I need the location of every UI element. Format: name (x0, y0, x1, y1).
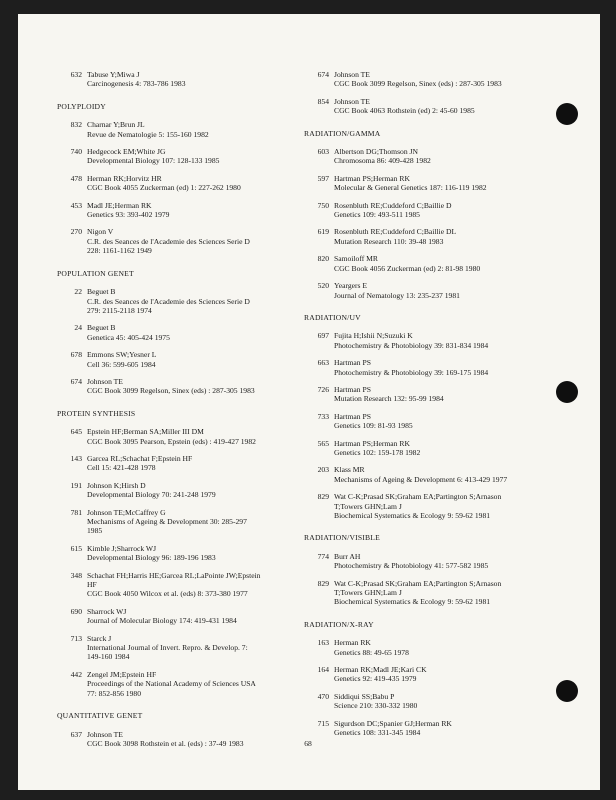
reference-text (334, 385, 559, 404)
reference-text (334, 719, 559, 738)
reference-number: 740 (70, 147, 82, 157)
reference-text (334, 465, 559, 484)
reference-line: Johnson TE (87, 376, 123, 386)
left-column (57, 70, 295, 756)
reference-number: 663 (317, 358, 329, 368)
reference-entry (57, 377, 295, 396)
reference-number: 697 (317, 331, 329, 341)
reference-number: 829 (317, 492, 329, 502)
reference-entry (57, 70, 295, 89)
reference-number: 674 (317, 70, 329, 79)
reference-line: Genetics 93: 393-402 1979 (87, 210, 170, 220)
reference-line: CGC Book 3099 Regelson, Sinex (eds) : 287-305 1983 (334, 79, 502, 89)
reference-line: 77: 852-856 1980 (87, 688, 141, 698)
reference-line: Mutation Research 132: 95-99 1984 (334, 394, 444, 404)
reference-line: CGC Book 4050 Wilcox et al. (eds) 8: 373-380 1977 (87, 589, 248, 599)
section-heading: RADIATION/X-RAY (304, 619, 374, 629)
reference-line: Journal of Nematology 13: 235-237 1981 (334, 290, 460, 300)
reference-line: CGC Book 3099 Regelson, Sinex (eds) : 287-305 1983 (87, 386, 255, 396)
reference-text (334, 201, 559, 220)
reference-number: 637 (70, 729, 82, 739)
binder-hole-top (556, 103, 578, 125)
reference-text (87, 323, 295, 342)
reference-line: Johnson K;Hirsh D (87, 480, 146, 490)
reference-line: Herman RK (334, 638, 371, 648)
reference-number: 191 (70, 480, 82, 490)
reference-line: Cell 36: 599-605 1984 (87, 359, 156, 369)
reference-line: Kimble J;Sharrock WJ (87, 543, 157, 553)
reference-line: Hartman PS;Herman RK (334, 438, 410, 448)
reference-entry (57, 670, 295, 698)
reference-entry (304, 665, 559, 684)
reference-line: Photochemistry & Photobiology 39: 169-175 1984 (334, 367, 489, 377)
reference-entry (304, 492, 559, 520)
reference-entry (304, 97, 559, 116)
reference-line: Genetics 102: 159-178 1982 (334, 447, 421, 457)
reference-line: Johnson TE (334, 96, 370, 106)
reference-number: 22 (74, 287, 82, 297)
reference-line: Wat C-K;Prasad SK;Graham EA;Partington S;Arnason (334, 578, 502, 588)
reference-line: Tabuse Y;Miwa J (87, 70, 140, 79)
reference-line: Genetics 92: 419-435 1979 (334, 674, 417, 684)
binder-hole-middle (556, 381, 578, 403)
reference-entry (57, 571, 295, 599)
reference-text (334, 174, 559, 193)
reference-line: Developmental Biology 96: 189-196 1983 (87, 553, 216, 563)
reference-line: Nigon V (87, 227, 114, 237)
reference-line: Photochemistry & Photobiology 39: 831-834 1984 (334, 340, 489, 350)
reference-entry (304, 147, 559, 166)
reference-line: T;Towers GHN;Lam J (334, 501, 402, 511)
reference-line: 149-160 1984 (87, 652, 130, 662)
reference-line: Schachat FH;Harris HE;Garcea RL;LaPointe JW;Epstein (87, 570, 261, 580)
reference-number: 820 (317, 254, 329, 264)
reference-line: Albertson DG;Thomson JN (334, 147, 418, 157)
section-heading: PROTEIN SYNTHESIS (57, 408, 136, 418)
reference-text (87, 634, 295, 662)
reference-line: Yeargers E (334, 281, 368, 291)
reference-line: CGC Book 3095 Pearson, Epstein (eds) : 419-427 1982 (87, 436, 256, 446)
reference-entry (304, 579, 559, 607)
reference-line: Madl JE;Herman RK (87, 200, 152, 210)
reference-number: 678 (70, 350, 82, 360)
reference-number: 781 (70, 507, 82, 517)
reference-entry (304, 552, 559, 571)
reference-line: Charnar Y;Brun JL (87, 120, 145, 130)
reference-entry (304, 692, 559, 711)
reference-entry (57, 350, 295, 369)
reference-entry (57, 287, 295, 315)
reference-entry (57, 427, 295, 446)
reference-line: Emmons SW;Yesner L (87, 350, 157, 360)
reference-text (334, 331, 559, 350)
reference-line: Johnson TE;McCaffrey G (87, 507, 166, 517)
reference-line: Siddiqui SS;Babu P (334, 691, 395, 701)
reference-number: 615 (70, 543, 82, 553)
reference-text (334, 692, 559, 711)
reference-line: Johnson TE (87, 729, 123, 739)
reference-line: Genetics 108: 331-345 1984 (334, 728, 421, 738)
reference-text (334, 412, 559, 431)
reference-entry (304, 358, 559, 377)
reference-number: 726 (317, 384, 329, 394)
reference-entry (304, 331, 559, 350)
binder-hole-bottom (556, 680, 578, 702)
reference-text (87, 508, 295, 536)
reference-text (87, 174, 295, 193)
reference-line: Wat C-K;Prasad SK;Graham EA;Partington S;Arnason (334, 492, 502, 502)
reference-text (334, 147, 559, 166)
reference-line: Biochemical Systematics & Ecology 9: 59-62 1981 (334, 597, 491, 607)
reference-number: 143 (70, 453, 82, 463)
reference-number: 565 (317, 438, 329, 448)
reference-number: 163 (317, 638, 329, 648)
reference-entry (57, 481, 295, 500)
reference-line: Epstein HF;Berman SA;Miller III DM (87, 427, 204, 437)
reference-text (87, 120, 295, 139)
reference-line: Hartman PS;Herman RK (334, 173, 410, 183)
reference-entry (304, 439, 559, 458)
section-heading: POPULATION GENET (57, 268, 134, 278)
reference-entry (57, 544, 295, 563)
reference-entry (304, 281, 559, 300)
reference-number: 733 (317, 411, 329, 421)
reference-line: C.R. des Seances de l'Academie des Sciences Serie D (87, 296, 250, 306)
reference-number: 164 (317, 665, 329, 675)
reference-entry (57, 634, 295, 662)
section-heading: RADIATION/VISIBLE (304, 533, 380, 543)
reference-text (87, 350, 295, 369)
reference-entry (57, 174, 295, 193)
reference-line: Sigurdson DC;Spanier GJ;Herman RK (334, 718, 452, 728)
reference-number: 520 (317, 281, 329, 291)
reference-number: 619 (317, 227, 329, 237)
reference-line: 228: 1161-1162 1949 (87, 246, 152, 256)
reference-line: Photochemistry & Photobiology 41: 577-582 1985 (334, 561, 489, 571)
reference-number: 632 (70, 70, 82, 79)
reference-text (87, 201, 295, 220)
reference-text (87, 481, 295, 500)
reference-line: Revue de Nematologie 5: 155-160 1982 (87, 129, 209, 139)
reference-line: Fujita H;Ishii N;Suzuki K (334, 331, 413, 341)
reference-number: 715 (317, 718, 329, 728)
reference-entry (57, 147, 295, 166)
reference-number: 713 (70, 633, 82, 643)
reference-text (334, 552, 559, 571)
reference-text (334, 97, 559, 116)
reference-line: CGC Book 4063 Rothstein (ed) 2: 45-60 1985 (334, 106, 475, 116)
reference-line: Proceedings of the National Academy of Sciences USA (87, 679, 256, 689)
reference-text (87, 607, 295, 626)
section-heading: POLYPLOIDY (57, 101, 106, 111)
reference-text (87, 377, 295, 396)
reference-line: Hartman PS (334, 358, 371, 368)
reference-line: Molecular & General Genetics 187: 116-119 1982 (334, 183, 487, 193)
reference-text (87, 670, 295, 698)
reference-line: Rosenbluth RE;Cuddeford C;Baillie DL (334, 227, 457, 237)
reference-line: Herman RK;Madl JE;Kari CK (334, 665, 427, 675)
reference-entry (304, 719, 559, 738)
reference-number: 750 (317, 200, 329, 210)
reference-number: 603 (317, 147, 329, 157)
reference-line: Sharrock WJ (87, 606, 127, 616)
reference-entry (57, 201, 295, 220)
reference-entry (304, 70, 559, 89)
reference-entry (304, 412, 559, 431)
reference-line: Garcea RL;Schachat F;Epstein HF (87, 453, 193, 463)
reference-line: Genetics 109: 493-511 1985 (334, 210, 420, 220)
reference-text (334, 439, 559, 458)
reference-line: C.R. des Seances de l'Academie des Sciences Serie D (87, 236, 250, 246)
reference-entry (57, 227, 295, 255)
reference-line: 1985 (87, 526, 103, 536)
reference-entry (57, 607, 295, 626)
reference-number: 674 (70, 376, 82, 386)
reference-line: Biochemical Systematics & Ecology 9: 59-62 1981 (334, 511, 491, 520)
reference-line: Genetica 45: 405-424 1975 (87, 332, 170, 342)
reference-text (87, 227, 295, 255)
reference-line: CGC Book 3098 Rothstein et al. (eds) : 37-49 1983 (87, 738, 244, 748)
reference-line: CGC Book 4055 Zuckerman (ed) 1: 227-262 1980 (87, 183, 241, 193)
reference-line: Genetics 109: 81-93 1985 (334, 421, 413, 431)
reference-number: 453 (70, 200, 82, 210)
reference-line: Klass MR (334, 465, 365, 475)
section-heading: QUANTITATIVE GENET (57, 711, 143, 721)
reference-entry (304, 385, 559, 404)
reference-line: Herman RK;Horvitz HR (87, 173, 162, 183)
reference-text (334, 665, 559, 684)
reference-entry (304, 465, 559, 484)
reference-text (87, 427, 295, 446)
reference-text (334, 579, 559, 607)
reference-line: Science 210: 330-332 1980 (334, 701, 418, 711)
reference-text (87, 70, 295, 89)
reference-line: Journal of Molecular Biology 174: 419-431 1984 (87, 616, 237, 626)
reference-line: Chromosoma 86: 409-428 1982 (334, 156, 431, 166)
reference-line: Hartman PS (334, 411, 371, 421)
reference-line: Beguet B (87, 287, 116, 297)
reference-number: 690 (70, 606, 82, 616)
reference-text (334, 281, 559, 300)
reference-text (334, 254, 559, 273)
section-heading: RADIATION/UV (304, 312, 361, 322)
reference-line: T;Towers GHN;Lam J (334, 588, 402, 598)
reference-number: 470 (317, 691, 329, 701)
reference-line: Rosenbluth RE;Cuddeford C;Baillie D (334, 200, 452, 210)
page-number: 68 (304, 739, 312, 748)
reference-number: 645 (70, 427, 82, 437)
reference-line: Starck J (87, 633, 112, 643)
reference-line: Mechanisms of Ageing & Development 30: 285-297 (87, 517, 247, 526)
reference-line: Zengel JM;Epstein HF (87, 669, 157, 679)
reference-line: Developmental Biology 107: 128-133 1985 (87, 156, 220, 166)
reference-line: Developmental Biology 70: 241-248 1979 (87, 490, 216, 500)
reference-entry (57, 323, 295, 342)
reference-line: Mechanisms of Ageing & Development 6: 413-429 1977 (334, 474, 508, 484)
reference-number: 829 (317, 578, 329, 588)
reference-line: Burr AH (334, 551, 361, 561)
reference-entry (57, 508, 295, 536)
reference-number: 478 (70, 173, 82, 183)
reference-number: 348 (70, 570, 82, 580)
reference-line: Hartman PS (334, 384, 371, 394)
reference-text (87, 544, 295, 563)
reference-number: 854 (317, 96, 329, 106)
reference-line: Cell 15: 421-428 1978 (87, 463, 156, 473)
reference-number: 774 (317, 551, 329, 561)
reference-entry (304, 201, 559, 220)
reference-text (87, 571, 295, 599)
reference-text (334, 358, 559, 377)
reference-line: International Journal of Invert. Repro. & Develop. 7: (87, 643, 248, 653)
reference-line: Mutation Research 110: 39-48 1983 (334, 236, 444, 246)
reference-entry (57, 454, 295, 473)
reference-entry (304, 174, 559, 193)
reference-entry (57, 120, 295, 139)
reference-number: 203 (317, 465, 329, 475)
reference-entry (304, 638, 559, 657)
reference-number: 270 (70, 227, 82, 237)
reference-text (334, 492, 559, 520)
reference-number: 597 (317, 173, 329, 183)
reference-line: HF (87, 580, 97, 590)
reference-line: Carcinogenesis 4: 783-786 1983 (87, 79, 186, 89)
reference-text (334, 70, 559, 89)
reference-text (334, 638, 559, 657)
reference-line: Samoiloff MR (334, 254, 378, 264)
reference-entry (304, 227, 559, 246)
reference-line: Johnson TE (334, 70, 370, 79)
reference-line: Genetics 88: 49-65 1978 (334, 647, 409, 657)
reference-number: 24 (74, 323, 82, 333)
reference-text (334, 227, 559, 246)
reference-entry (304, 254, 559, 273)
section-heading: RADIATION/GAMMA (304, 128, 381, 138)
reference-text (87, 287, 295, 315)
right-column (304, 70, 559, 746)
reference-number: 442 (70, 669, 82, 679)
reference-line: Beguet B (87, 323, 116, 333)
reference-line: Hedgecock EM;White JG (87, 147, 166, 157)
reference-line: CGC Book 4056 Zuckerman (ed) 2: 81-98 1980 (334, 263, 481, 273)
reference-line: 279: 2115-2118 1974 (87, 305, 152, 315)
reference-text (87, 147, 295, 166)
reference-text (87, 454, 295, 473)
reference-number: 832 (70, 120, 82, 130)
